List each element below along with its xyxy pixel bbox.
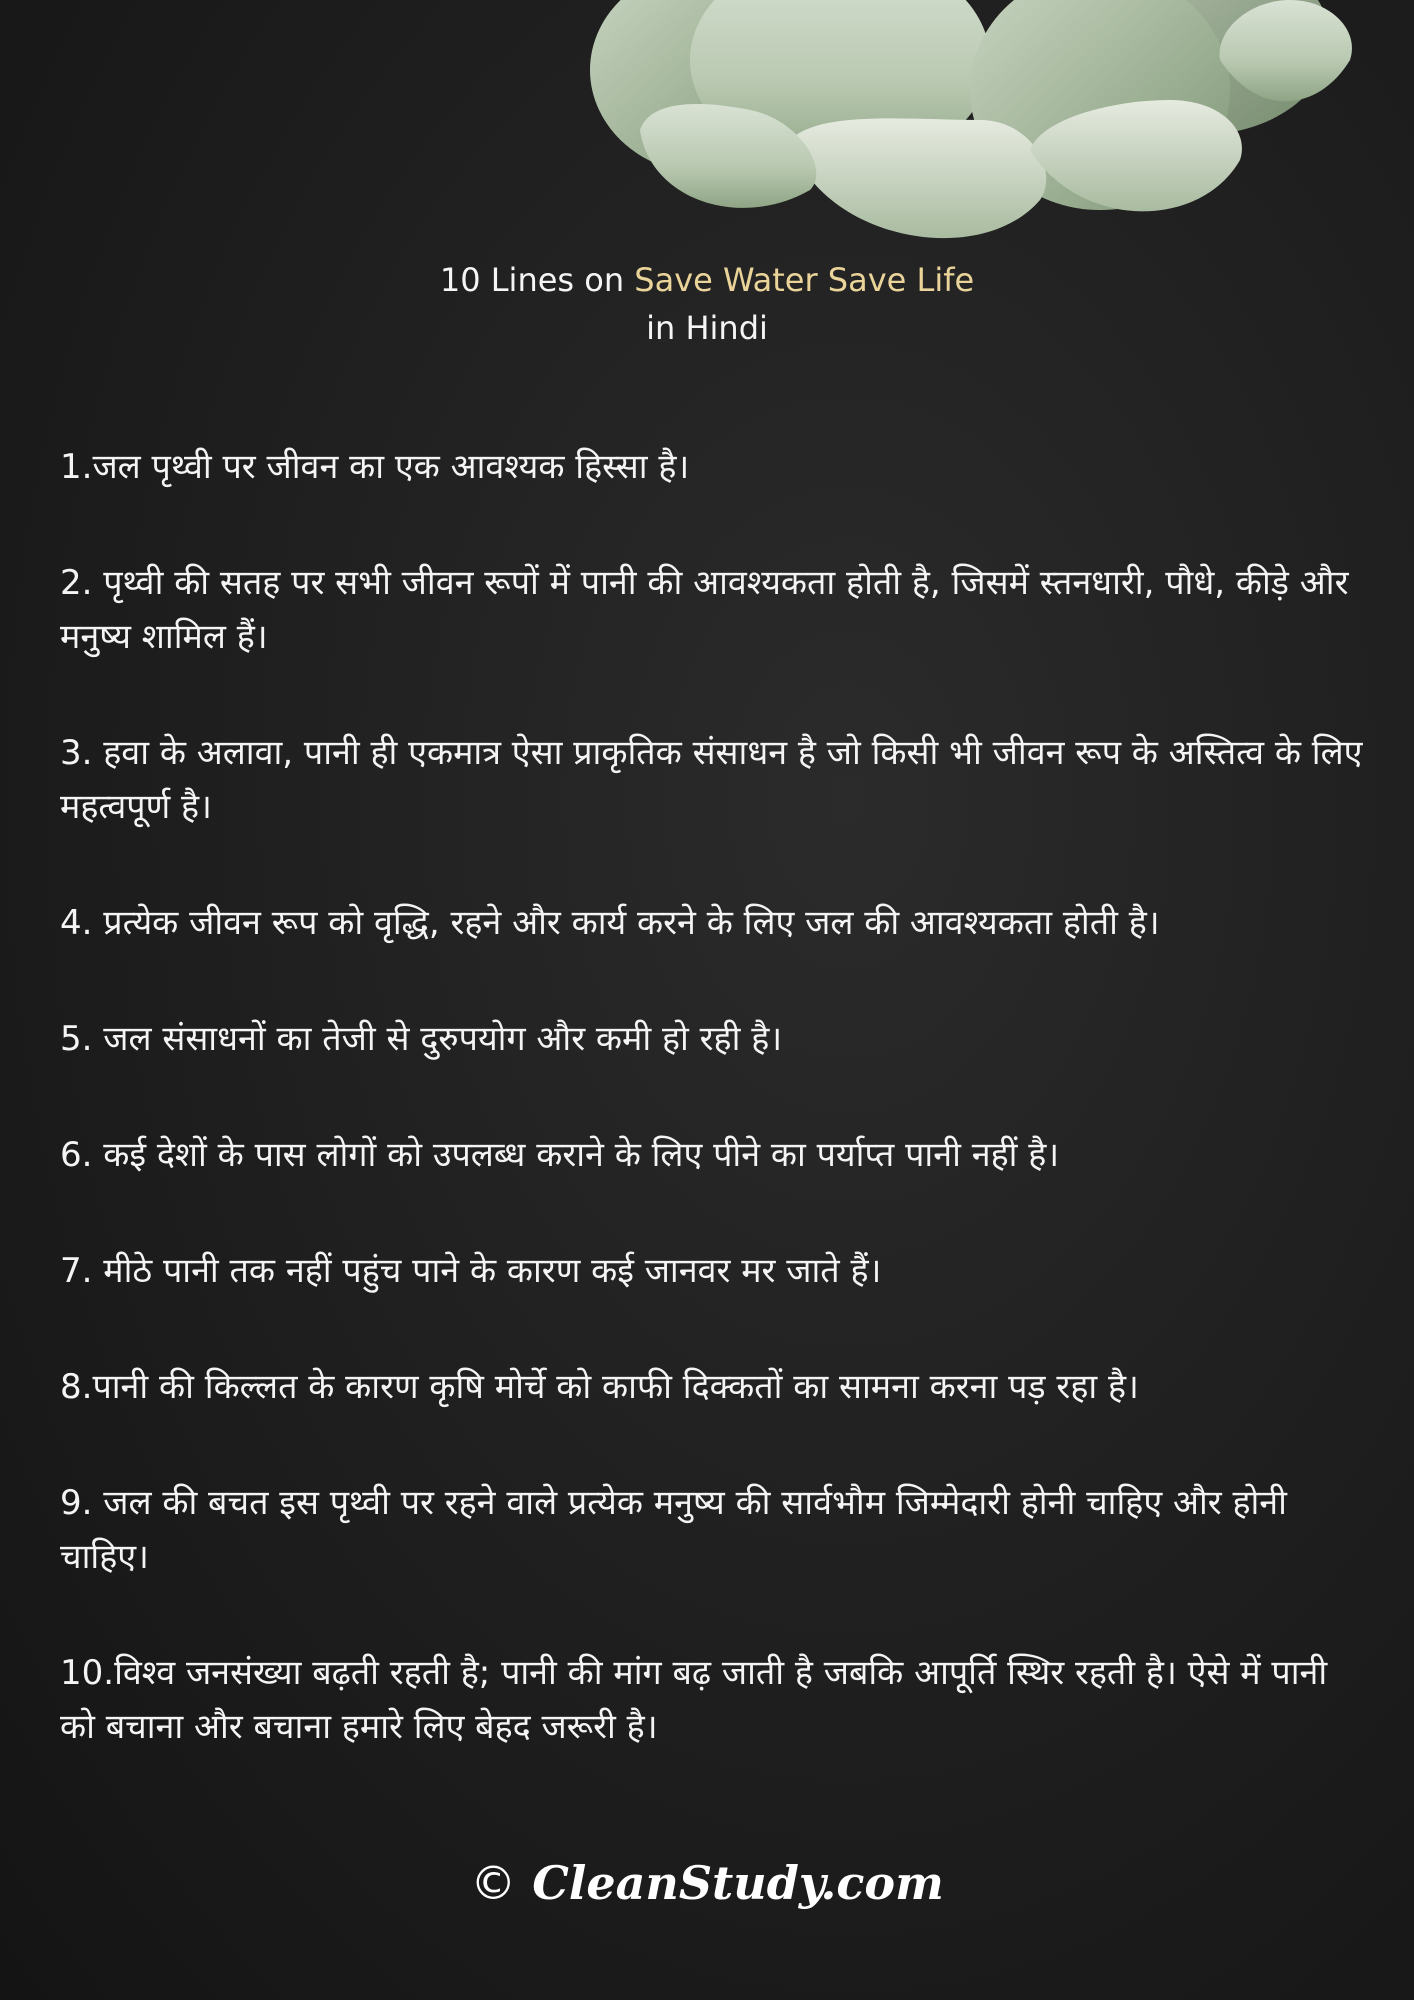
page-title	[0, 256, 1414, 352]
list-item: 1.जल पृथ्वी पर जीवन का एक आवश्यक हिस्सा है।	[60, 447, 690, 487]
brand-name: CleanStudy.com	[532, 1856, 944, 1910]
list-item: 8.पानी की किल्लत के कारण कृषि मोर्चे को काफी दिक्कतों का सामना करना पड़ रहा है।	[60, 1367, 1139, 1407]
succulent-plant-decoration	[560, 0, 1360, 270]
title-line-1	[0, 256, 1414, 304]
list-item: 3. हवा के अलावा, पानी ही एकमात्र ऐसा प्राकृतिक संसाधन है जो किसी भी जीवन रूप के अस्तित्व के लिए महत्वपूर्ण है।	[60, 733, 1363, 827]
list-item: 4. प्रत्येक जीवन रूप को वृद्धि, रहने और कार्य करने के लिए जल की आवश्यकता होती है।	[60, 903, 1160, 943]
list-item: 7. मीठे पानी तक नहीं पहुंच पाने के कारण कई जानवर मर जाते हैं।	[60, 1251, 882, 1291]
copyright-icon: ©	[470, 1856, 517, 1910]
list-item: 9. जल की बचत इस पृथ्वी पर रहने वाले प्रत्येक मनुष्य की सार्वभौम जिम्मेदारी होनी चाहिए और होनी चाहिए।	[60, 1483, 1287, 1577]
title-line-2: in Hindi	[646, 309, 768, 347]
list-item: 5. जल संसाधनों का तेजी से दुरुपयोग और कमी हो रही है।	[60, 1019, 783, 1059]
lines-list	[60, 440, 1370, 1816]
list-item: 2. पृथ्वी की सतह पर सभी जीवन रूपों में पानी की आवश्यकता होती है, जिसमें स्तनधारी, पौधे, कीड़े और मनुष्य शामिल हैं।	[60, 563, 1349, 657]
list-item: 10.विश्व जनसंख्या बढ़ती रहती है; पानी की मांग बढ़ जाती है जबकि आपूर्ति स्थिर रहती है। ऐसे में पानी को बचाना और बचाना हमारे लिए बेहद जरूरी है।	[60, 1653, 1328, 1747]
title-accent: Save Water Save Life	[634, 261, 975, 299]
list-item: 6. कई देशों के पास लोगों को उपलब्ध कराने के लिए पीने का पर्याप्त पानी नहीं है।	[60, 1135, 1060, 1175]
title-prefix: 10 Lines on	[439, 261, 635, 299]
footer-watermark	[0, 1856, 1414, 1910]
